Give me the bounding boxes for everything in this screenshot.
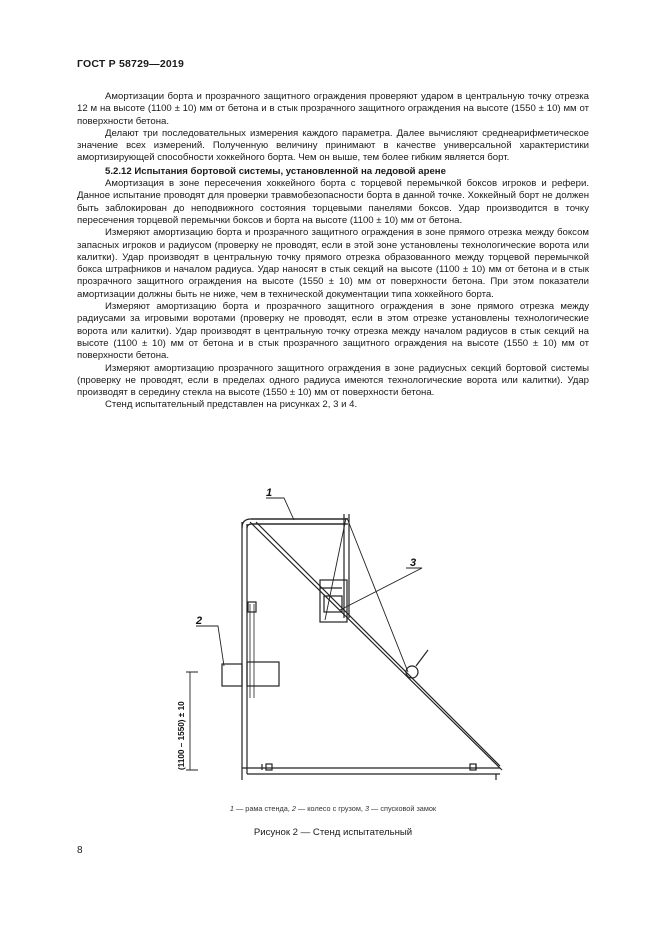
label-1: 1	[266, 487, 273, 499]
frame-top-beam	[251, 519, 348, 524]
legend-num-2: 2	[291, 804, 296, 813]
figure-caption: Рисунок 2 — Стенд испытательный	[253, 827, 413, 838]
frame-diagonal	[250, 522, 502, 770]
impact-wheel-block	[222, 664, 242, 686]
paragraph: Измеряют амортизацию прозрачного защитного ограждения в зоне радиусных секций бортовой системы (проверку не проводят, если в пределах одного радиуса имеются технологические ворота или калитки). Удар производят в середину стекла на высоте (1550 ± 10) мм от поверхности бетона.	[77, 362, 589, 399]
figure-legend	[77, 804, 589, 813]
test-stand-figure	[170, 478, 510, 803]
legend-num-1: 1	[229, 804, 234, 813]
frame-bottom-beam	[242, 768, 500, 774]
section-heading: 5.2.12 Испытания бортовой системы, установленной на ледовой арене	[105, 165, 446, 177]
pendulum-cables	[325, 518, 408, 672]
release-lever	[416, 650, 428, 666]
paragraph: Измеряют амортизацию борта и прозрачного защитного ограждения в зоне прямого отрезка между боксом запасных игроков и радиусом (проверку не проводят, если в этой зоне установлены технологические ворота или калитки). Удар производят в центральную точку прямого отрезка образованного между торцевой перемычкой бокса штрафников и началом радиуса. Удар наносят в стык секций на высоте (1100 ± 10) мм от бетона и в стык прозрачного защитного ограждения на высоте (1550 ± 10) мм от поверхности бетона. При этом показатели амортизации должны быть не ниже, чем в технической документации типа хоккейного борта.	[77, 227, 589, 300]
paragraph: Делают три последовательных измерения каждого параметра. Далее вычисляют среднеарифметическое значение всех измерений. Полученную величину принимают в качестве универсальной характеристики амортизирующей способности хоккейного борта. Чем он выше, тем более гибким является борт.	[77, 127, 589, 164]
page-number: 8	[77, 845, 83, 856]
leader-line-1	[266, 498, 294, 520]
dimension-line	[186, 672, 198, 770]
label-3: 3	[410, 557, 417, 569]
paragraph: Стенд испытательный представлен на рисунках 2, 3 и 4.	[105, 399, 358, 411]
leader-line-2	[196, 626, 224, 666]
label-2: 2	[196, 615, 203, 627]
legend-text-3: — спусковой замок	[369, 804, 437, 813]
paragraph: Амортизация в зоне пересечения хоккейного борта с торцевой перемычкой боксов игроков и рефери. Данное испытание проводят для проверки травмобезопасности борта в данной точке. Хоккейный борт не должен быть заблокирован до неподвижного состояния торцевыми панелями боксов. Удар производится в точку пересечения торцевой перемычки боксов и борта на высоте (1100 ± 10) мм от бетона.	[77, 178, 589, 226]
body-text	[77, 91, 589, 412]
legend-num-3: 3	[364, 804, 369, 813]
paragraph: Измеряют амортизацию борта и прозрачного защитного ограждения в зоне прямого отрезка между радиусами за игровыми воротами (проверку не проводят, если в этом отрезке установлены технологические ворота или калитки). Удар производят в центральную точку отрезка между началом радиусов в стык секций на высоте (1100 ± 10) мм от бетона и в стык прозрачного защитного ограждения на высоте (1550 ± 10) мм от поверхности бетона.	[77, 301, 589, 362]
paragraph: Амортизации борта и прозрачного защитного ограждения проверяют ударом в центральную точку отрезка 12 м на высоте (1100 ± 10) мм от бетона и в стык прозрачного защитного ограждения на высоте (1550 ± 10) мм от поверхности бетона.	[77, 91, 589, 127]
document-header: ГОСТ Р 58729—2019	[77, 58, 185, 70]
frame-left-post	[242, 522, 247, 774]
frame-feet	[242, 764, 496, 780]
legend-text-2: — колесо с грузом,	[295, 804, 365, 813]
legend-text-1: — рама стенда,	[233, 804, 292, 813]
dimension-label: (1100 – 1550) ± 10	[177, 701, 186, 770]
